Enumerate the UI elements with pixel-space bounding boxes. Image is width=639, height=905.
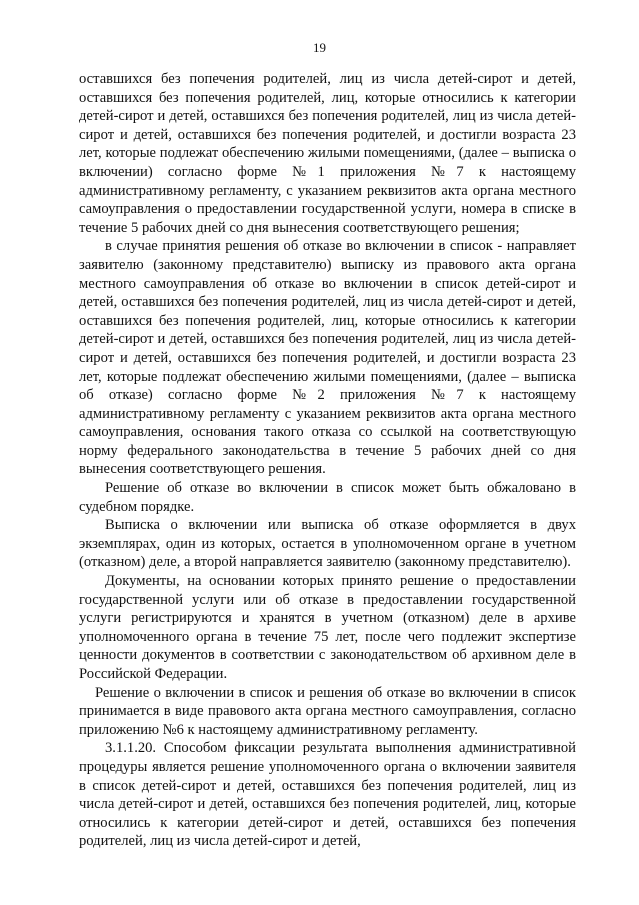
paragraph-extract-copies: Выписка о включении или выписка об отказе оформляется в двух экземплярах, один из которых, остается в уполномоченном органе в учетном (отказном) деле, а второй направляется заявителю (законному представителю). xyxy=(79,517,576,571)
document-body xyxy=(79,70,576,851)
paragraph-section-3-1-1-20: 3.1.1.20. Способом фиксации результата выполнения административной процедуры является решение уполномоченного органа о включении заявителя в список детей-сирот и детей, оставшихся без попечения родителей, лиц из числа детей-сирот и детей, оставшихся без попечения родителей, лиц, которые относились к категории детей-сирот и детей, оставшихся без попечения родителей, лиц из числа детей-сирот и детей, xyxy=(79,740,576,850)
paragraph-decision-act: Решение о включении в список и решения об отказе во включении в список принимается в виде правового акта органа местного самоуправления, согласно приложению №6 к настоящему административному регламенту. xyxy=(79,684,576,738)
paragraph-continued: оставшихся без попечения родителей, лиц из числа детей-сирот и детей, оставшихся без попечения родителей, лиц, которые относились к категории детей-сирот и детей, оставшихся без попечения родителей, лиц из числа детей-сирот и детей, оставшихся без попечения родителей, и достигли возраста 23 лет, которые подлежат обеспечению жилыми помещениями, (далее – выписка о включении) согласно форме №1 приложения №7 к настоящему административному регламенту, с указанием реквизитов акта органа местного самоуправления о предоставлении государственной услуги, номера в списке в течение 5 рабочих дней со дня вынесения соответствующего решения; xyxy=(79,71,576,236)
page-number: 19 xyxy=(313,40,326,55)
paragraph-document-storage: Документы, на основании которых принято решение о предоставлении государственной услуги или об отказе в предоставлении государственной услуги регистрируются и хранятся в учетном (отказном) деле в архиве уполномоченного органа в течение 75 лет, после чего подлежит экспертизе ценности документов в соответствии с законодательством об архивном деле в Российской Федерации. xyxy=(79,573,576,682)
paragraph-appeal: Решение об отказе во включении в список может быть обжаловано в судебном порядке. xyxy=(79,480,576,515)
paragraph-refusal-extract: в случае принятия решения об отказе во включении в список - направляет заявителю (законному представителю) выписку из правового акта органа местного самоуправления об отказе во включении в список детей-сирот и детей, оставшихся без попечения родителей, лиц из числа детей-сирот и детей, оставшихся без попечения родителей, лиц, которые относились к категории детей-сирот и детей, оставшихся без попечения родителей, лиц из числа детей-сирот и детей, оставшихся без попечения родителей, и достигли возраста 23 лет, которые подлежат обеспечению жилыми помещениями, (далее – выписка об отказе) согласно форме №2 приложения №7 к настоящему административному регламенту с указанием реквизитов акта органа местного самоуправления, основания такого отказа со ссылкой на соответствующую норму федерального законодательства в течение 5 рабочих дней со дня вынесения соответствующего решения. xyxy=(79,238,576,478)
